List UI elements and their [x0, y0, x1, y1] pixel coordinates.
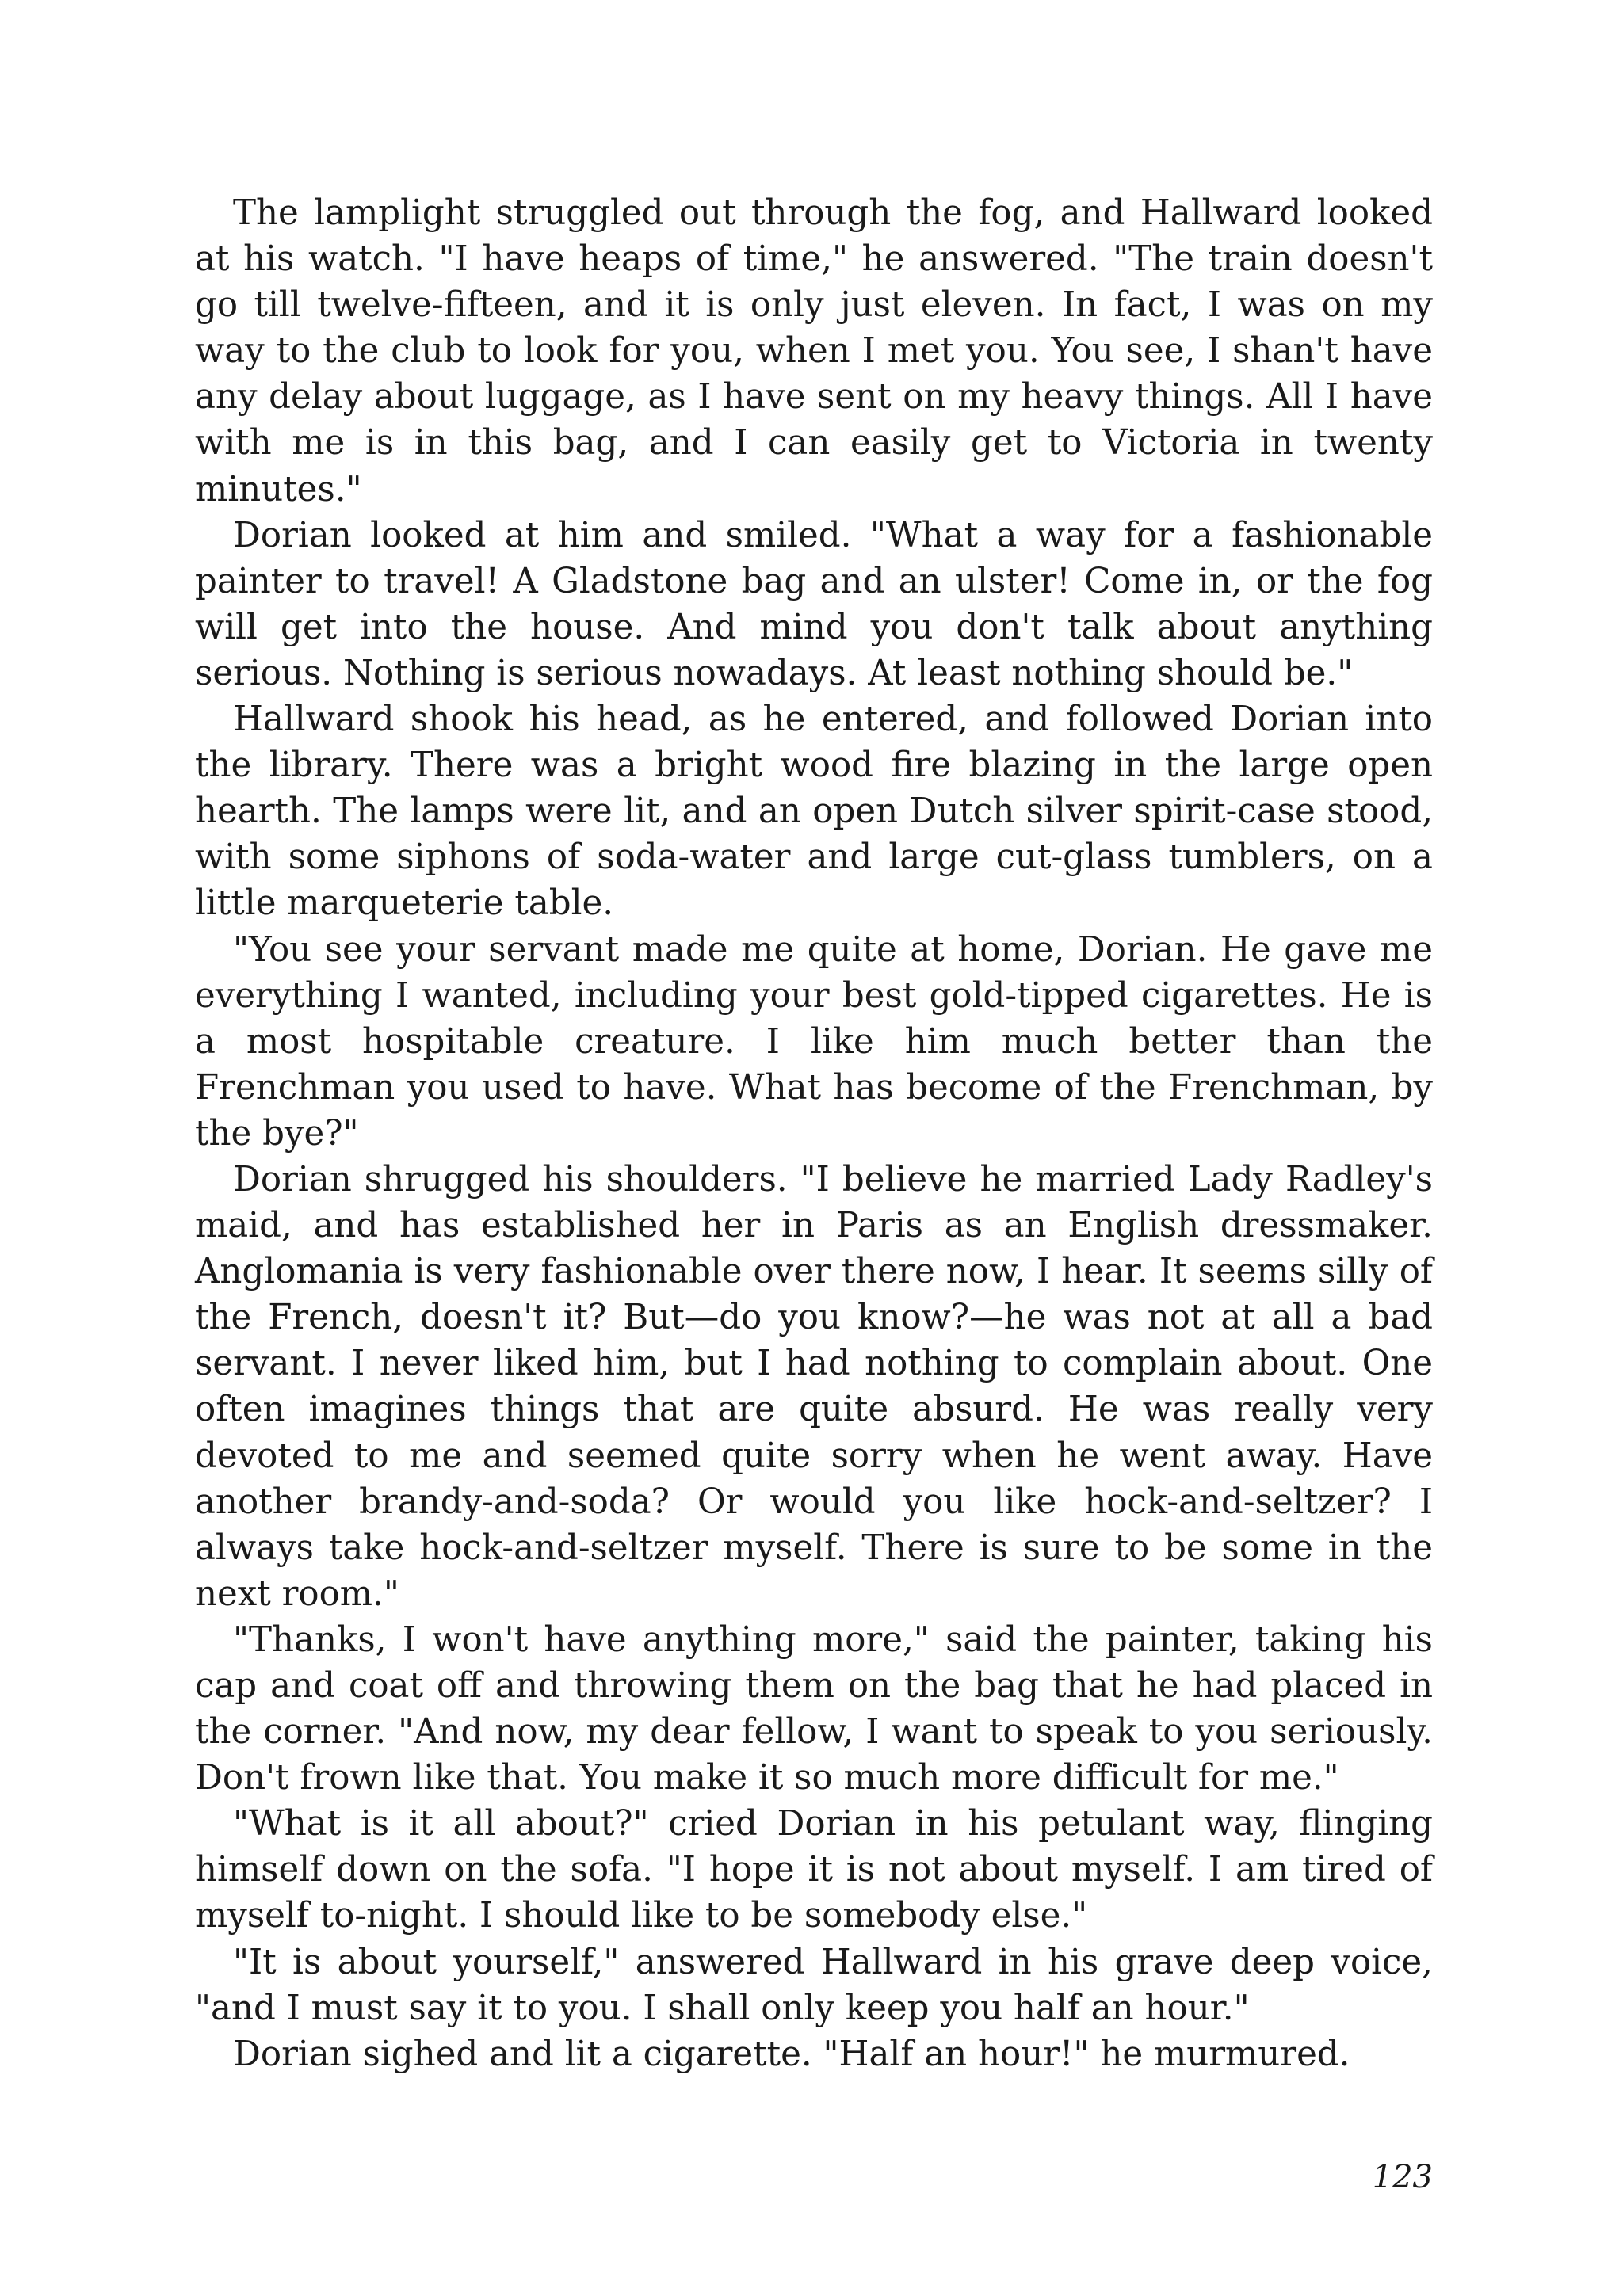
paragraph: "What is it all about?" cried Dorian in his petulant way, flinging himself down on the sofa. "I hope it is not about myself. I am tired of myself to-night. I should like to be somebody else." — [195, 1804, 1433, 1936]
paragraph: "You see your servant made me quite at home, Dorian. He gave me everything I wanted, including your best gold-tipped cigarettes. He is a most hospitable creature. I like him much better than the Frenchman you used to have. What has become of the Frenchman, by the bye?" — [195, 929, 1433, 1154]
page-number: 123 — [1372, 2159, 1433, 2195]
paragraph: Hallward shook his head, as he entered, and followed Dorian into the library. There was a bright wood fire blazing in the large open hearth. The lamps were lit, and an open Dutch silver spirit-case stood, with some siphons of soda-water and large cut-glass tumblers, on a little marqueterie table. — [195, 700, 1433, 924]
paragraph: Dorian shrugged his shoulders. "I believe he married Lady Radley's maid, and has established her in Paris as an English dressmaker. Anglomania is very fashionable over there now, I hear. It seems silly of the French, doesn't it? But—do you know?—he was not at all a bad servant. I never liked him, but I had nothing to complain about. One often imagines things that are quite absurd. He was really very devoted to me and seemed quite sorry when he went away. Have another brandy-and-soda? Or would you like hock-and-seltzer? I always take hock-and-seltzer myself. There is sure to be some in the next room." — [195, 1159, 1433, 1614]
paragraph: "It is about yourself," answered Hallward in his grave deep voice, "and I must say it to you. I shall only keep you half an hour." — [195, 1942, 1433, 2028]
paragraph: Dorian sighed and lit a cigarette. "Half an hour!" he murmured. — [233, 2034, 1350, 2074]
paragraph: "Thanks, I won't have anything more," said the painter, taking his cap and coat off and throwing them on the bag that he had placed in the corner. "And now, my dear fellow, I want to speak to you seriously. Don't frown like that. You make it so much more difficult for me." — [195, 1619, 1433, 1798]
body-text — [195, 190, 1433, 2077]
paragraph: Dorian looked at him and smiled. "What a way for a fashionable painter to travel! A Gladstone bag and an ulster! Come in, or the fog will get into the house. And mind you don't talk about anything serious. Nothing is serious nowadays. At least nothing should be." — [195, 515, 1433, 693]
paragraph: The lamplight struggled out through the fog, and Hallward looked at his watch. "I have heaps of time," he answered. "The train doesn't go till twelve-fifteen, and it is only just eleven. In fact, I was on my way to the club to look for you, when I met you. You see, I shan't have any delay about luggage, as I have sent on my heavy things. All I have with me is in this bag, and I can easily get to Victoria in twenty minutes." — [195, 193, 1433, 509]
